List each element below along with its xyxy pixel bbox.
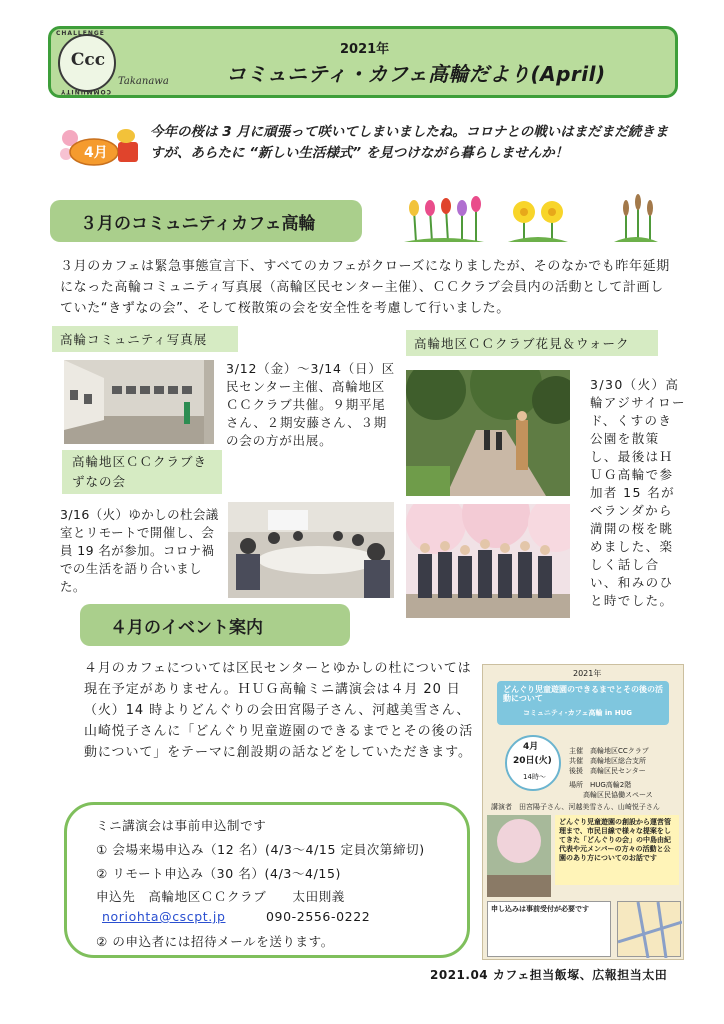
hanami-walk-text: 3/30（火）高輪アジサイロード、くすのき公園を散策し、最後はＨＵＧ高輪で参加者 15 名がベランダから満開の桜を眺めました、楽しく話し合い、和みのひと時でした。 [590,377,686,608]
event-poster [482,664,684,960]
kizuna-text: 3/16（火）ゆかしの杜会議室とリモートで開催し、会員 19 名が参加。コロナ禍での生活を語り合いました。 [60,507,219,594]
header-year: 2021年 [340,42,390,57]
poster-apply: 申し込みは事前受付が必要です [491,905,589,913]
flower-illustration [404,180,660,246]
photo-exhibition-image [64,360,214,444]
hanami-walk-image [406,370,570,496]
poster-subtitle: コミュニティ･カフェ高輪 in HUG [523,709,632,717]
poster-desc: どんぐり児童遊園の創設から運営管理まで、市民目線で様々な提案をしてきた「どんぐりの会」の中島由紀代表や元メンバーの方々の活動と公園のあり方についてのお話です [559,818,671,862]
poster-place: 場所 HUG高輪2階 [569,781,632,789]
poster-host2: 共催 高輪地区総合支所 [569,757,646,765]
remote-application: ② リモート申込み（30 名）(4/3～4/15) [96,866,341,881]
logo-text: Ccc [70,50,106,70]
application-contact: 申込先 高輪地区ＣＣクラブ 太田則義 [96,889,345,904]
april-banner: ４月のイベント案内 [80,604,350,646]
page-title: コミュニティ・カフェ高輪だより(April) [226,62,606,86]
march-paragraph: ３月のカフェは緊急事態宣言下、すべてのカフェがクローズになりましたが、そのなかでも昨年延期になった高輪コミュニティ写真展（高輪区民センター主催）、ＣＣクラブ会員内の活動として計画していた“きずなの会”、そして桜散策の会を安全性を考慮して行いました。 [60,259,670,316]
photo-exhibition-text: 3/12（金）～3/14（日）区民センター主催、高輪地区ＣＣクラブ共催。９期平尾さん、２期安藤さん、３期の会の方が出展。 [226,361,395,448]
hanami-group-image [406,504,570,618]
poster-year: 2021年 [573,669,602,678]
venue-application: ① 会場来場申込み（12 名）(4/3～4/15 定員次第締切) [96,842,425,857]
poster-map [617,901,681,957]
footer-credits: 2021.04 カフェ担当飯塚、広報担当太田 [430,968,668,982]
logo-place: Takanawa [118,76,169,87]
remote-invite-note: ② の申込者には招待メールを送ります。 [96,934,334,949]
poster-host1: 主催 高輪地区CCクラブ [569,747,649,755]
poster-month: 4月 [523,742,539,752]
poster-time: 14時～ [523,773,546,781]
kizuna-meeting-image [228,502,394,598]
poster-speakers: 講演者 田宮陽子さん、河越美雪さん、山崎悦子さん [491,803,660,811]
hanami-walk-label: 高輪地区ＣＣクラブ花見＆ウォーク [406,330,658,356]
logo-ring-text: CHALLENGE [56,30,105,37]
poster-day: 20日(火) [513,756,552,766]
intro-text: 今年の桜は 3 月に頑張って咲いてしまいましたね。コロナとの戦いはまだまだ続きますが、あらたに “新しい生活様式” を見つけながら暮らしませんか！ [150,124,669,161]
poster-title: どんぐり児童遊園のできるまでとその後の活動について [503,685,663,703]
application-intro: ミニ講演会は事前申込制です [96,818,267,833]
contact-phone: 090-2556-0222 [266,909,371,924]
logo-ring-text-bottom: COMMUNITY [60,88,112,95]
march-banner: ３月のコミュニティカフェ高輪 [50,200,362,242]
kizuna-label: 高輪地区ＣＣクラブきずなの会 [62,450,222,494]
poster-place2: 高輪区民協働スペース [583,791,653,799]
poster-host3: 後援 高輪区民センター [569,767,646,775]
contact-email-link[interactable]: noriohta@cscpt.jp [102,909,226,924]
poster-photo [487,815,551,897]
photo-exhibition-label: 高輪コミュニティ写真展 [52,326,238,352]
april-paragraph: ４月のカフェについては区民センターとゆかしの杜については現在予定がありません。ＨＵＧ高輪ミニ講演会は４月 20 日（火）14 時よりどんぐりの会田宮陽子さん、河越美雪さん、山崎悦子さんに「どんぐり児童遊園のできるまでとその後の活動について」をテーマに創設期の話などをしていただきます。 [84,661,474,760]
badge-label: 4月 [84,145,108,161]
